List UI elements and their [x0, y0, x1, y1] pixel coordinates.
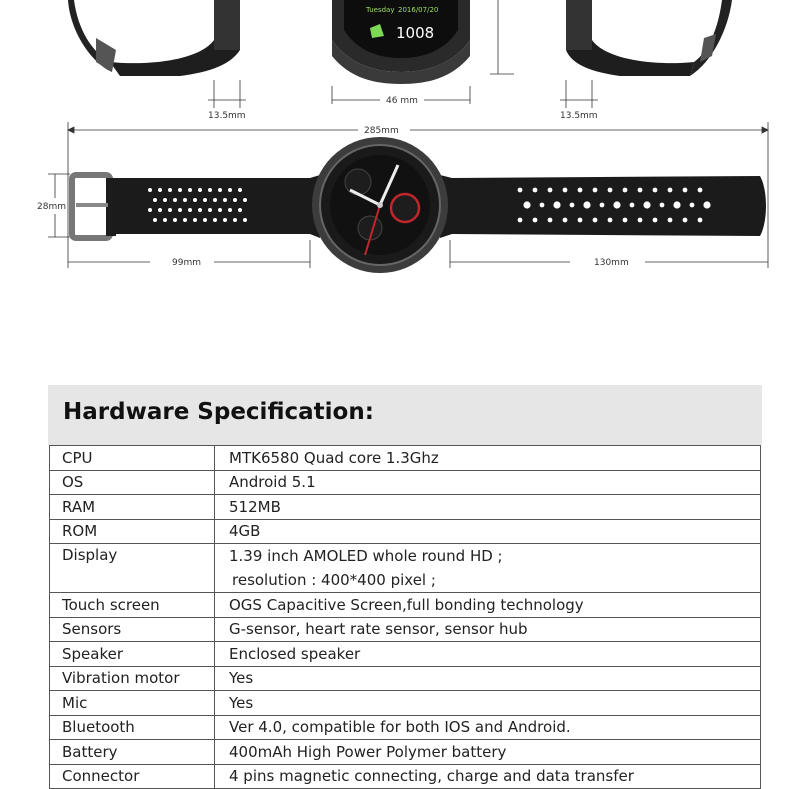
- spec-key: Battery: [50, 740, 215, 765]
- spec-value: 4GB: [215, 519, 761, 544]
- table-row: [50, 470, 761, 495]
- watch-screen-day: Tuesday: [366, 6, 395, 14]
- table-row: [50, 593, 761, 618]
- spec-value: [215, 544, 761, 593]
- spec-value: Yes: [215, 666, 761, 691]
- table-row: [50, 691, 761, 716]
- table-row: [50, 544, 761, 593]
- spec-key: Bluetooth: [50, 715, 215, 740]
- spec-key: Display: [50, 544, 215, 593]
- spec-value-line: 1.39 inch AMOLED whole round HD ;: [229, 547, 503, 565]
- spec-key: Mic: [50, 691, 215, 716]
- dim-face-label: 46 mm: [386, 96, 418, 106]
- table-row: [50, 617, 761, 642]
- full-watch-image: [72, 137, 766, 273]
- front-view-watch-image: [332, 0, 470, 84]
- side-view-right-image: [566, 0, 732, 76]
- spec-value: 512MB: [215, 495, 761, 520]
- spec-key: Vibration motor: [50, 666, 215, 691]
- hardware-specification: [48, 385, 762, 789]
- spec-key: RAM: [50, 495, 215, 520]
- spec-key: Connector: [50, 764, 215, 789]
- spec-value: G-sensor, heart rate sensor, sensor hub: [215, 617, 761, 642]
- dim-total-label: 285mm: [364, 126, 399, 136]
- spec-table: [49, 445, 761, 789]
- spec-value: OGS Capacitive Screen,full bonding technology: [215, 593, 761, 618]
- spec-value: 4 pins magnetic connecting, charge and data transfer: [215, 764, 761, 789]
- spec-key: OS: [50, 470, 215, 495]
- spec-key: CPU: [50, 446, 215, 471]
- spec-key: Sensors: [50, 617, 215, 642]
- spec-title: Hardware Specification:: [48, 385, 762, 445]
- spec-value: 400mAh High Power Polymer battery: [215, 740, 761, 765]
- dim-side-right-label: 13.5mm: [560, 111, 598, 121]
- table-row: [50, 642, 761, 667]
- table-row: [50, 715, 761, 740]
- spec-value: Enclosed speaker: [215, 642, 761, 667]
- table-row: [50, 519, 761, 544]
- spec-value: MTK6580 Quad core 1.3Ghz: [215, 446, 761, 471]
- spec-value: Yes: [215, 691, 761, 716]
- dim-height-label: 28mm: [37, 202, 66, 212]
- dim-strap-right-label: 130mm: [594, 258, 629, 268]
- table-row: [50, 740, 761, 765]
- spec-key: ROM: [50, 519, 215, 544]
- table-row: [50, 495, 761, 520]
- spec-value: Ver 4.0, compatible for both IOS and Android.: [215, 715, 761, 740]
- side-view-left-image: [68, 0, 240, 76]
- watch-screen-date: 2016/07/20: [398, 6, 439, 14]
- table-row: [50, 764, 761, 789]
- dim-side-left-label: 13.5mm: [208, 111, 246, 121]
- watch-screen-steps: 1008: [396, 24, 435, 42]
- table-row: [50, 446, 761, 471]
- spec-value: Android 5.1: [215, 470, 761, 495]
- table-row: [50, 666, 761, 691]
- spec-value-line: resolution : 400*400 pixel ;: [232, 571, 436, 589]
- watch-dimension-diagram: [0, 0, 800, 330]
- spec-key: Speaker: [50, 642, 215, 667]
- spec-key: Touch screen: [50, 593, 215, 618]
- dim-strap-left-label: 99mm: [172, 258, 201, 268]
